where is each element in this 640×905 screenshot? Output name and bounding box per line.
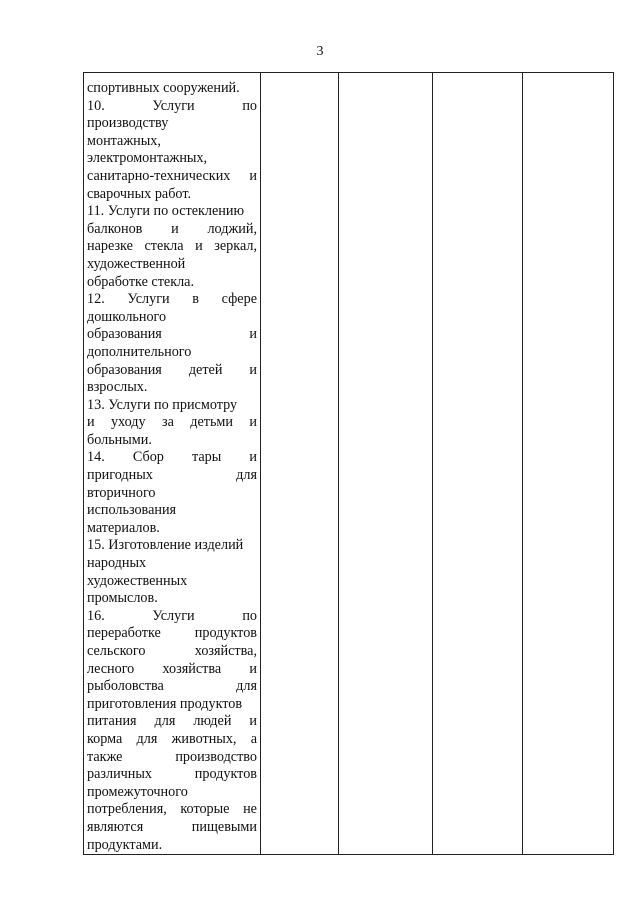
services-list-cell bbox=[84, 73, 261, 855]
text-line: народных bbox=[87, 555, 147, 572]
text-line: дополнительного bbox=[87, 343, 192, 360]
text-word: продуктов bbox=[194, 766, 257, 783]
text-word: корма bbox=[87, 730, 123, 747]
text-line bbox=[87, 449, 257, 467]
text-word: не bbox=[243, 801, 257, 818]
text-word: которые bbox=[180, 801, 230, 818]
text-word: а bbox=[250, 730, 257, 747]
text-word: 14. bbox=[87, 449, 105, 466]
text-line bbox=[87, 608, 257, 626]
text-word: также bbox=[87, 748, 123, 765]
text-line bbox=[87, 643, 257, 661]
text-word: уходу bbox=[110, 414, 146, 431]
text-word: различных bbox=[87, 766, 153, 783]
text-word: Сбор bbox=[132, 449, 164, 466]
text-word: животных, bbox=[171, 730, 237, 747]
text-line: использования bbox=[87, 502, 177, 519]
text-word: по bbox=[242, 607, 257, 624]
text-word: Услуги bbox=[152, 607, 195, 624]
text-word: хозяйства, bbox=[194, 643, 257, 659]
text-word: образования bbox=[87, 326, 162, 343]
text-line bbox=[87, 749, 257, 767]
text-word: 16. bbox=[87, 607, 105, 624]
text-word: пригодных bbox=[87, 467, 153, 484]
empty-cell-4 bbox=[433, 73, 523, 855]
text-word: за bbox=[161, 414, 174, 431]
text-line: 11. Услуги по остеклению bbox=[87, 203, 245, 220]
text-line: промежуточного bbox=[87, 783, 188, 800]
text-word: и bbox=[249, 326, 257, 343]
text-line: 13. Услуги по присмотру bbox=[87, 396, 238, 413]
text-line bbox=[87, 291, 257, 309]
text-word: рыболовства bbox=[87, 678, 164, 695]
text-line bbox=[87, 467, 257, 485]
table-row bbox=[84, 73, 614, 855]
text-line bbox=[87, 731, 257, 749]
text-word: продуктов bbox=[194, 625, 257, 642]
text-word: стекла bbox=[144, 238, 184, 255]
text-word: нарезке bbox=[87, 238, 133, 255]
text-word: в bbox=[192, 291, 199, 308]
text-word: хозяйства bbox=[162, 660, 222, 677]
text-line: 15. Изготовление изделий bbox=[87, 537, 244, 554]
text-word: по bbox=[242, 97, 257, 114]
text-line: сварочных работ. bbox=[87, 185, 192, 202]
text-line bbox=[87, 625, 257, 643]
text-line: монтажных, bbox=[87, 132, 161, 149]
text-word: тары bbox=[192, 449, 222, 466]
empty-cell-3 bbox=[339, 73, 433, 855]
text-line bbox=[87, 414, 257, 432]
text-line: художественных bbox=[87, 572, 188, 589]
text-word: и bbox=[249, 361, 257, 378]
text-word: питания bbox=[87, 713, 137, 730]
text-word: лоджий, bbox=[207, 220, 257, 237]
text-word: зеркал, bbox=[214, 238, 257, 255]
text-line: больными. bbox=[87, 431, 152, 448]
text-line bbox=[87, 98, 257, 116]
text-word: 10. bbox=[87, 97, 105, 114]
text-word: и bbox=[249, 660, 257, 677]
text-line: электромонтажных, bbox=[87, 150, 208, 167]
text-word: Услуги bbox=[127, 291, 170, 308]
text-line: производству bbox=[87, 115, 169, 132]
text-line bbox=[87, 326, 257, 344]
text-word: производство bbox=[175, 748, 257, 765]
text-line bbox=[87, 221, 257, 239]
text-word: санитарно-технических bbox=[87, 167, 231, 184]
text-line bbox=[87, 819, 257, 837]
text-line: спортивных сооружений. bbox=[87, 80, 240, 96]
text-line bbox=[87, 713, 257, 731]
text-line: обработке стекла. bbox=[87, 273, 195, 290]
text-word: переработке bbox=[87, 625, 161, 642]
text-line: дошкольного bbox=[87, 308, 167, 325]
text-word: и bbox=[195, 238, 203, 255]
services-table bbox=[83, 72, 614, 855]
text-line: материалов. bbox=[87, 519, 160, 536]
text-word: балконов bbox=[87, 220, 143, 237]
text-line bbox=[87, 661, 257, 679]
text-word: людей bbox=[193, 713, 232, 730]
text-word: и bbox=[87, 414, 95, 431]
empty-cell-5 bbox=[523, 73, 614, 855]
text-line: вторичного bbox=[87, 484, 156, 501]
text-word: сфере bbox=[221, 291, 257, 308]
text-word: и bbox=[171, 220, 179, 237]
services-list-text bbox=[84, 73, 260, 854]
text-word: для bbox=[236, 467, 257, 484]
empty-cell-2 bbox=[261, 73, 339, 855]
text-word: и bbox=[249, 414, 257, 431]
text-word: Услуги bbox=[152, 97, 195, 114]
page-number: 3 bbox=[316, 44, 324, 59]
text-line bbox=[87, 168, 257, 186]
text-word: детей bbox=[188, 361, 223, 378]
text-word: являются bbox=[87, 818, 144, 835]
text-word: потребления, bbox=[87, 801, 167, 818]
text-line bbox=[87, 238, 257, 256]
text-line: взрослых. bbox=[87, 379, 148, 396]
text-word: и bbox=[249, 449, 257, 466]
text-line: приготовления продуктов bbox=[87, 695, 243, 712]
text-word: для bbox=[154, 713, 176, 730]
text-line: промыслов. bbox=[87, 590, 158, 607]
text-line: художественной bbox=[87, 255, 186, 272]
text-word: сельского bbox=[87, 643, 146, 659]
text-word: образования bbox=[87, 361, 162, 378]
text-word: и bbox=[249, 167, 257, 184]
text-line bbox=[87, 801, 257, 819]
text-word: лесного bbox=[87, 660, 135, 677]
text-line bbox=[87, 362, 257, 380]
text-line bbox=[87, 678, 257, 696]
text-word: и bbox=[249, 713, 257, 730]
text-line bbox=[87, 766, 257, 784]
text-line: продуктами. bbox=[87, 836, 163, 853]
text-word: 12. bbox=[87, 291, 105, 308]
text-word: для bbox=[136, 730, 158, 747]
text-word: для bbox=[236, 678, 257, 695]
text-word: пищевыми bbox=[191, 818, 257, 835]
text-word: детьми bbox=[190, 414, 233, 431]
